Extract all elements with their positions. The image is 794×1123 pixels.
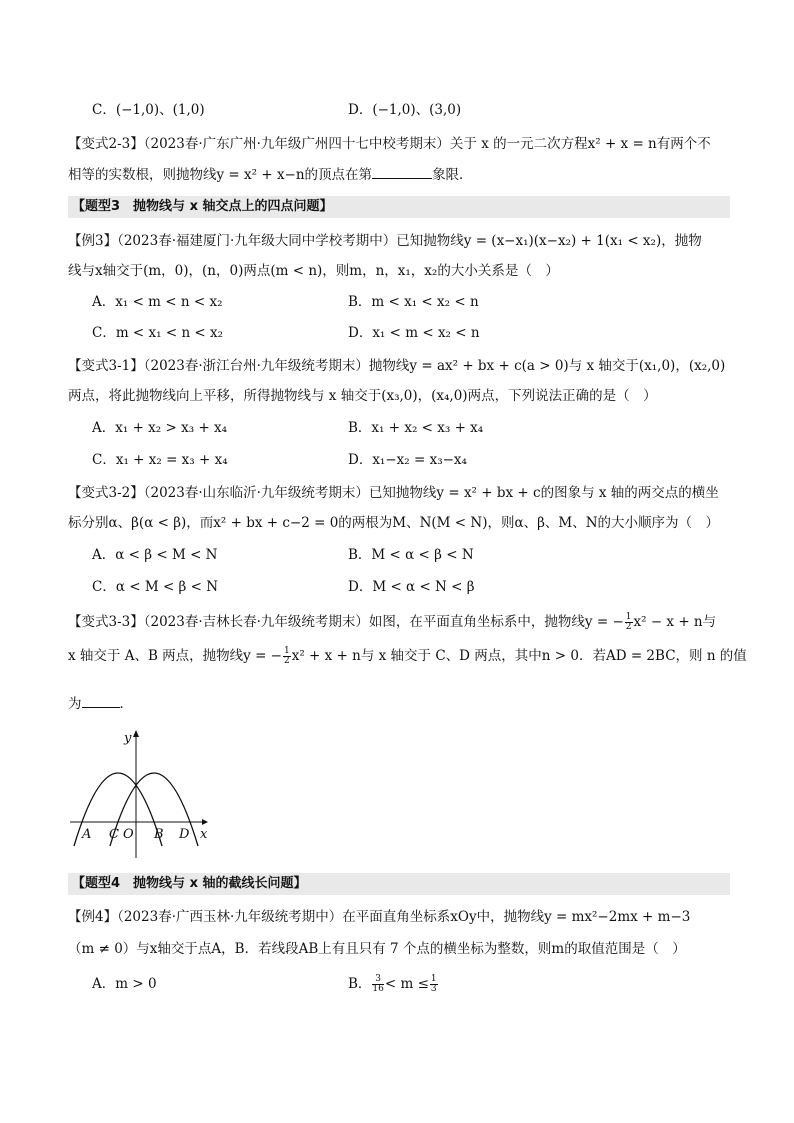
question-stem: 【变式3-1】（2023春·浙江台州·九年级统考期末）抛物线y = ax² + bx + c(a > 0)与 x 轴交于(x₁,0)，(x₂,0) (68, 358, 726, 374)
question-stem (68, 646, 747, 666)
fraction (283, 647, 291, 666)
stem-text: 象限． (432, 167, 473, 183)
fraction-denominator: 2 (625, 622, 632, 632)
question-stem: 【变式3-2】（2023春·山东临沂·九年级统考期末）已知抛物线y = x² + bx + c的图象与 x 轴的两交点的横坐 (68, 485, 719, 501)
option-c: C．α < M < β < N (92, 579, 219, 595)
fraction-numerator: 3 (372, 975, 383, 985)
y-axis-arrow (133, 730, 139, 737)
question-stem: 两点，将此抛物线向上平移，所得抛物线与 x 轴交于(x₃,0)，(x₄,0)两点，下列说法正确的是（ ） (68, 388, 657, 404)
fraction-denominator: 2 (284, 656, 290, 666)
answer-blank[interactable] (82, 693, 120, 708)
fraction-numerator: 1 (625, 612, 632, 622)
option-label: B． (348, 976, 372, 992)
option-b: B．x₁ + x₂ < x₃ + x₄ (348, 420, 484, 436)
option-text: < m ≤ (384, 976, 429, 992)
option-d: D．x₁−x₂ = x₃−x₄ (348, 452, 467, 468)
question-stem: 【变式2-3】（2023春·广东广州·九年级广州四十七中校考期末）关于 x 的一元二次方程x² + x = n有两个不 (68, 136, 711, 152)
origin-label: O (123, 827, 134, 842)
option-b (348, 974, 439, 994)
option-c: C．x₁ + x₂ = x₃ + x₄ (92, 452, 228, 468)
option-b: B．m < x₁ < x₂ < n (348, 294, 479, 310)
stem-text: x² − x + n与 (633, 614, 717, 630)
y-axis-label: y (124, 731, 132, 746)
question-stem: （m ≠ 0）与x轴交于点A，B．若线段AB上有且只有 7 个点的横坐标为整数，则m的取值范围是（ ） (68, 941, 686, 957)
stem-text: ． (119, 696, 133, 712)
question-stem: 标分别α、β(α < β)，而x² + bx + c−2 = 0的两根为M、N(M < N)，则α、β、M、N的大小顺序为（ ） (68, 515, 720, 531)
option-d: D．M < α < N < β (348, 579, 475, 595)
question-stem: 线与x轴交于(m，0)，(n，0)两点(m < n)，则m，n，x₁，x₂的大小关系是（ ） (68, 263, 559, 279)
section-heading: 【题型4 抛物线与 x 轴的截线长问题】 (68, 873, 730, 895)
stem-text: x 轴交于 A、B 两点，抛物线y = − (68, 648, 282, 664)
stem-text: x² + x + n与 x 轴交于 C、D 两点，其中n > 0．若AD = 2BC，则 n 的值 (291, 648, 747, 664)
stem-text: 相等的实数根，则抛物线y = x² + x−n的顶点在第 (68, 167, 373, 183)
option-d: D．x₁ < m < x₂ < n (348, 325, 480, 341)
option-c: C．m < x₁ < n < x₂ (92, 325, 224, 341)
x-axis-arrow (202, 819, 208, 825)
point-d-label: D (179, 827, 190, 842)
fraction-denominator: 3 (430, 984, 437, 994)
option-a: A．m > 0 (92, 976, 157, 992)
option-a: A．x₁ + x₂ > x₃ + x₄ (92, 420, 228, 436)
option-a: A．α < β < M < N (92, 547, 218, 563)
point-a-label: A (82, 827, 92, 842)
parabola-figure (66, 728, 222, 860)
question-stem: 【例4】（2023春·广西玉林·九年级统考期中）在平面直角坐标系xOy中，抛物线y = mx²−2mx + m−3 (68, 909, 691, 925)
question-stem (68, 693, 133, 714)
fraction-numerator: 1 (430, 974, 437, 984)
fraction-denominator: 16 (372, 984, 384, 994)
point-c-label: C (109, 827, 119, 842)
point-b-label: B (154, 827, 164, 842)
stem-text: 为 (68, 696, 82, 712)
fraction (625, 613, 633, 632)
stem-text: 【变式3-3】（2023春·吉林长春·九年级统考期末）如图，在平面直角坐标系中，抛物线y = − (68, 614, 624, 630)
fraction (430, 975, 438, 994)
question-stem (68, 164, 473, 185)
option-a: A．x₁ < m < n < x₂ (92, 294, 223, 310)
section-heading: 【题型3 抛物线与 x 轴交点上的四点问题】 (68, 196, 730, 218)
question-stem: 【例3】（2023春·福建厦门·九年级大同中学校考期中）已知抛物线y = (x−x₁)(x−x₂) + 1(x₁ < x₂)，抛物 (68, 233, 702, 249)
fraction (372, 975, 383, 994)
fraction-numerator: 1 (284, 646, 290, 656)
option-c: C．(−1,0)、(1,0) (92, 102, 205, 118)
question-stem (68, 612, 716, 632)
x-axis-label: x (200, 827, 208, 842)
answer-blank[interactable] (372, 164, 432, 179)
option-d: D．(−1,0)、(3,0) (348, 102, 462, 118)
option-b: B．M < α < β < N (348, 547, 474, 563)
